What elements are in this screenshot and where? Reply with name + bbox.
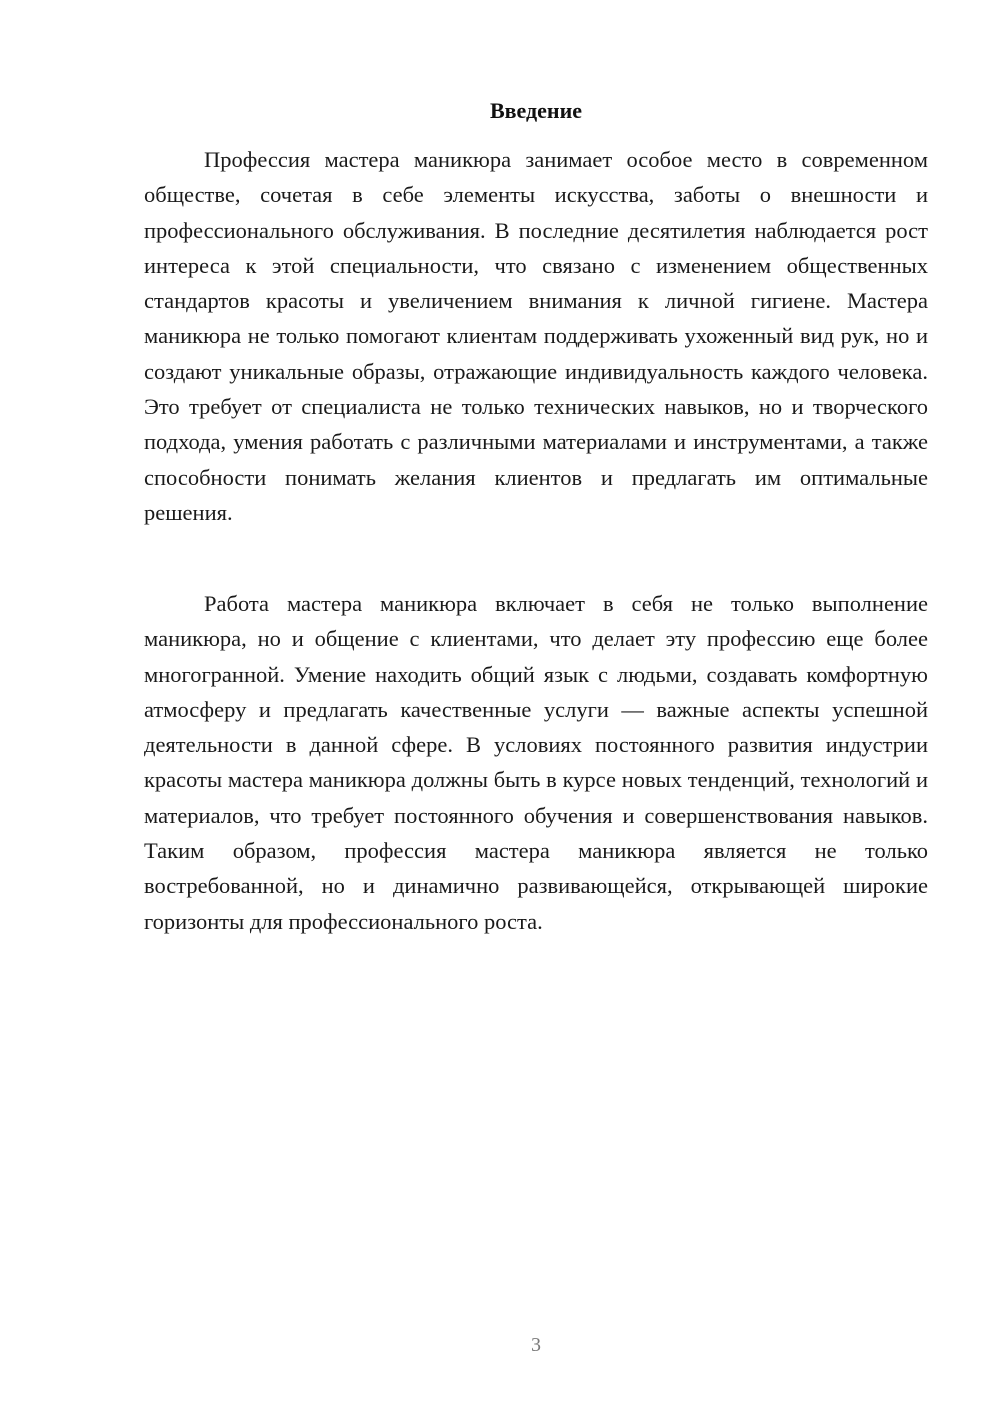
page-number: 3 <box>531 1334 541 1356</box>
paragraph-1: Профессия мастера маникюра занимает особое место в современном обществе, сочетая в себе элементы искусства, заботы о внешности и профессионального обслуживания. В последние десятилетия наблюдается рост интереса к этой специальности, что связано с изменением общественных стандартов красоты и увеличением внимания к личной гигиене. Мастера маникюра не только помогают клиентам поддерживать ухоженный вид рук, но и создают уникальные образы, отражающие индивидуальность каждого человека. Это требует от специалиста не только технических навыков, но и творческого подхода, умения работать с различными материалами и инструментами, а также способности понимать желания клиентов и предлагать им оптимальные решения. <box>144 147 928 525</box>
section-title: Введение <box>489 98 583 123</box>
paragraph-2: Работа мастера маникюра включает в себя не только выполнение маникюра, но и общение с клиентами, что делает эту профессию еще более многогранной. Умение находить общий язык с людьми, создавать комфортную атмосферу и предлагать качественные услуги — важные аспекты успешной деятельности в данной сфере. В условиях постоянного развития индустрии красоты мастера маникюра должны быть в курсе новых тенденций, технологий и материалов, что требует постоянного обучения и совершенствования навыков. Таким образом, профессия мастера маникюра является не только востребованной, но и динамично развивающейся, открывающей широкие горизонты для профессионального роста. <box>144 591 928 934</box>
